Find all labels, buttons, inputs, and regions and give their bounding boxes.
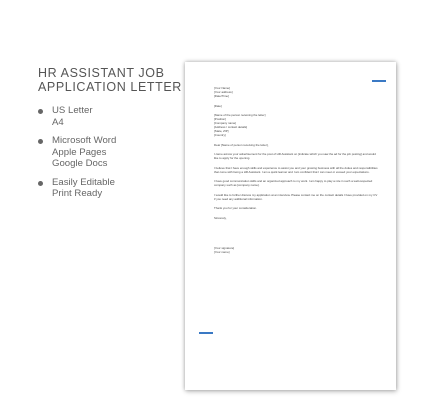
bullet-icon: [38, 109, 43, 114]
page-title: [38, 66, 198, 94]
recipient-line: [State, ZIP]: [214, 129, 229, 133]
feature-item: US Letter: [52, 105, 93, 116]
bullet-icon: [38, 181, 43, 186]
recipient-line: [Country]: [214, 133, 226, 137]
recipient-line: [Name of the person receiving the letter]: [214, 113, 266, 117]
letter-preview: [185, 62, 396, 390]
recipient-line: [Position]: [214, 117, 226, 121]
recipient-line: [Company name]: [214, 121, 237, 125]
letter-paragraph: I would like to further discuss my application at an interview. Please contact me on the contact details I have provided on my CV if you need any additional information.: [214, 192, 378, 201]
feature-group-editing: [38, 177, 116, 200]
feature-item: A4: [52, 116, 64, 128]
feature-group-apps: [38, 135, 116, 170]
letter-body: [214, 86, 379, 254]
letter-paragraph: I believe that I have enough skills and experience to assist you and your growing business with all the duties and responsibilities that come with being a HR Assistant. I am a quick learner and I am confident that I can meet or exceed your expectations.: [214, 165, 378, 174]
accent-bar-bottom: [199, 332, 213, 334]
feature-list: [38, 105, 116, 207]
feature-item: Print Ready: [52, 188, 103, 199]
sender-line: [Your address]: [214, 90, 233, 94]
signature-line: [Your signature]: [214, 245, 235, 250]
signature-line: [Your name]: [214, 249, 230, 254]
letter-paragraph: I have good communication skills and an organized approach to my work. I am happy to play a role in such a well-respected company such as [company name].: [214, 179, 373, 187]
sender-line: [Date/Time]: [214, 94, 229, 98]
feature-item: Google Docs: [52, 158, 108, 169]
feature-group-formats: [38, 105, 116, 128]
letter-date: [Date]: [214, 103, 222, 108]
recipient-line: [Address / contact details]: [214, 125, 248, 129]
closing: Sincerely,: [214, 215, 227, 220]
bullet-icon: [38, 139, 43, 144]
feature-item: Apple Pages: [52, 146, 107, 158]
accent-bar-top: [372, 80, 386, 82]
feature-item: Microsoft Word: [52, 135, 117, 146]
feature-item: Easily Editable: [52, 176, 115, 188]
letter-paragraph: Thank you for your consideration.: [214, 206, 257, 210]
letter-paragraph: I came across your advertisement for the post of HR Assistant on [indicate which you saw the ad for the job posting] and would like to apply for the opening.: [214, 152, 376, 160]
sender-line: [Your Name]: [214, 86, 230, 90]
title-line-1: HR ASSISTANT JOB: [38, 66, 165, 80]
salutation: Dear [Name of person receiving the letter],: [214, 142, 269, 147]
title-line-2: APPLICATION LETTER: [38, 80, 182, 94]
